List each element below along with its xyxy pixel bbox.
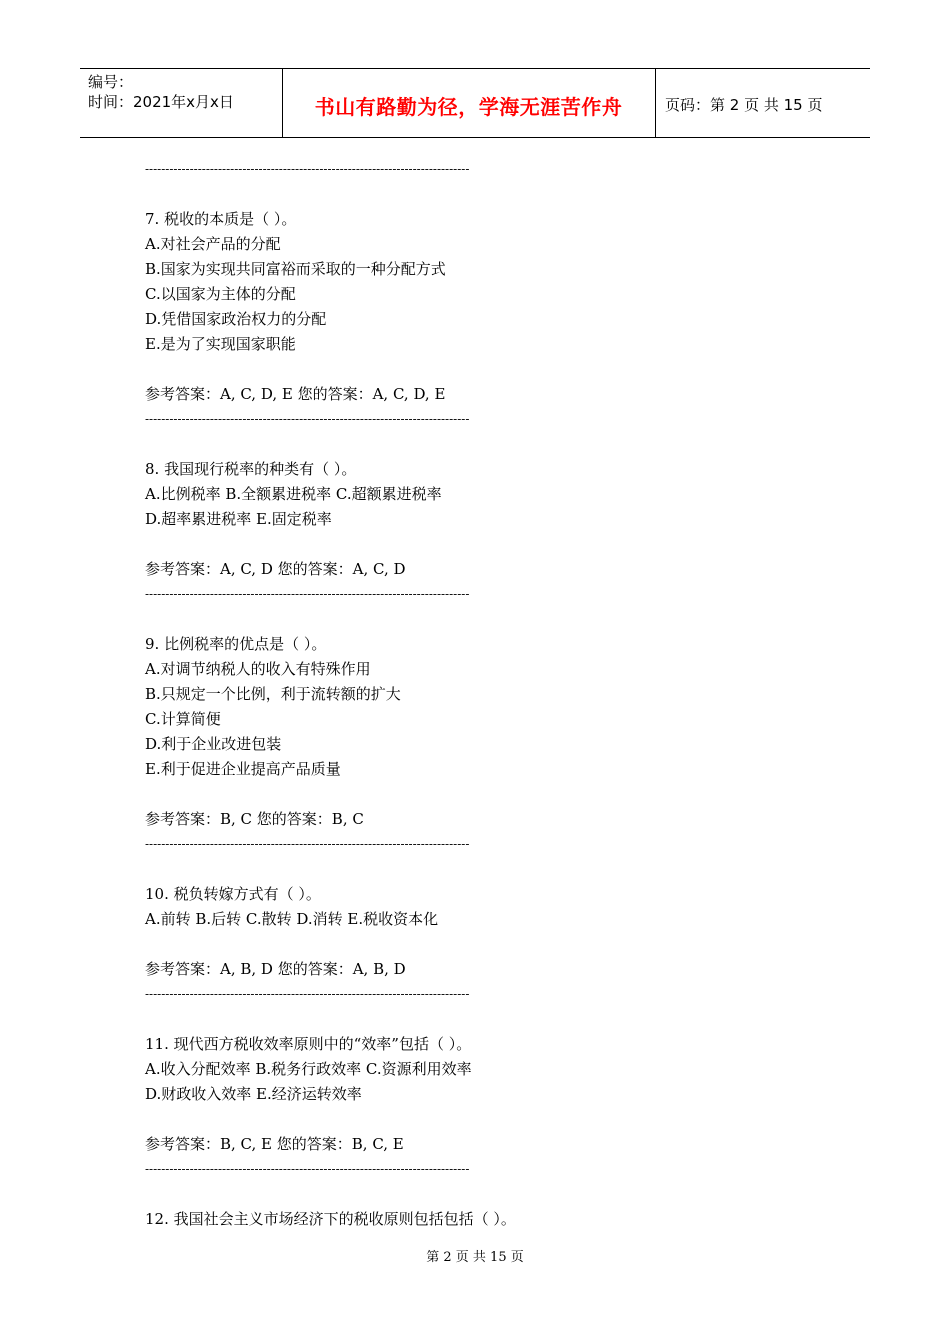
page-header [80, 68, 870, 138]
text-line: A.前转 B.后转 C.散转 D.消转 E.税收资本化 [145, 910, 439, 928]
text-line: D.超率累进税率 E.固定税率 [145, 510, 332, 528]
text-line: 10. 税负转嫁方式有（ ）。 [145, 885, 321, 903]
text-line: C.计算简便 [145, 710, 221, 728]
time-label: 时间：2021年x月x日 [88, 93, 234, 111]
header-middle-cell [282, 69, 656, 137]
blank-line [145, 607, 845, 632]
text-line: D.财政收入效率 E.经济运转效率 [145, 1085, 362, 1103]
text-line: C.以国家为主体的分配 [145, 285, 296, 303]
separator-line: -------------------------------------------------------------------------------- [145, 837, 470, 851]
text-line: A.对社会产品的分配 [145, 235, 281, 253]
text-line: 8. 我国现行税率的种类有（ ）。 [145, 460, 357, 478]
text-line: 参考答案：B, C, E 您的答案：B, C, E [145, 1135, 404, 1153]
separator-line: -------------------------------------------------------------------------------- [145, 587, 470, 601]
number-label: 编号： [88, 73, 134, 91]
blank-line [145, 857, 845, 882]
header-page-info: 页码：第 2 页 共 15 页 [665, 96, 823, 114]
blank-line [145, 532, 845, 557]
separator-line: -------------------------------------------------------------------------------- [145, 987, 470, 1001]
text-line: A.比例税率 B.全额累进税率 C.超额累进税率 [145, 485, 442, 503]
text-line: A.对调节纳税人的收入有特殊作用 [145, 660, 371, 678]
separator-line: -------------------------------------------------------------------------------- [145, 412, 470, 426]
page-footer: 第 2 页 共 15 页 [426, 1250, 524, 1265]
document-body [145, 157, 845, 1232]
text-line: 参考答案：A, B, D 您的答案：A, B, D [145, 960, 406, 978]
text-line: 参考答案：A, C, D, E 您的答案：A, C, D, E [145, 385, 446, 403]
blank-line [145, 432, 845, 457]
header-left-cell [80, 69, 283, 137]
text-line: D.利于企业改进包装 [145, 735, 282, 753]
text-line: A.收入分配效率 B.税务行政效率 C.资源利用效率 [145, 1060, 472, 1078]
separator-line: -------------------------------------------------------------------------------- [145, 162, 470, 176]
text-line: 12. 我国社会主义市场经济下的税收原则包括包括（ ）。 [145, 1210, 516, 1228]
blank-line [145, 932, 845, 957]
blank-line [145, 1007, 845, 1032]
header-right-cell [655, 69, 870, 137]
text-line: B.只规定一个比例，利于流转额的扩大 [145, 685, 401, 703]
blank-line [145, 1182, 845, 1207]
blank-line [145, 782, 845, 807]
text-line: 7. 税收的本质是（ ）。 [145, 210, 297, 228]
text-line: B.国家为实现共同富裕而采取的一种分配方式 [145, 260, 446, 278]
text-line: E.利于促进企业提高产品质量 [145, 760, 341, 778]
blank-line [145, 182, 845, 207]
text-line: 参考答案：B, C 您的答案：B, C [145, 810, 364, 828]
blank-line [145, 357, 845, 382]
separator-line: -------------------------------------------------------------------------------- [145, 1162, 470, 1176]
text-line: E.是为了实现国家职能 [145, 335, 296, 353]
text-line: 参考答案：A, C, D 您的答案：A, C, D [145, 560, 406, 578]
text-line: 11. 现代西方税收效率原则中的“效率”包括（ ）。 [145, 1035, 472, 1053]
header-motto: 书山有路勤为径，学海无涯苦作舟 [314, 95, 623, 119]
text-line: 9. 比例税率的优点是（ ）。 [145, 635, 327, 653]
text-line: D.凭借国家政治权力的分配 [145, 310, 327, 328]
blank-line [145, 1107, 845, 1132]
